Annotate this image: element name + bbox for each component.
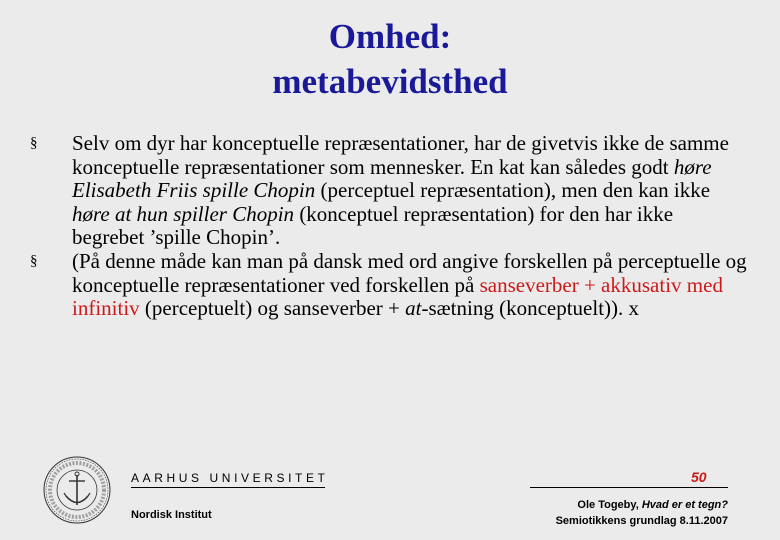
bullet-2-text-2: (perceptuelt) og sanseverber +	[139, 296, 406, 321]
bullet-marker-icon: §	[30, 135, 38, 151]
slide-title	[0, 14, 780, 104]
university-name: AARHUS UNIVERSITET	[131, 471, 329, 485]
title-line-2: metabevidsthed	[272, 62, 508, 101]
author-credit	[556, 497, 728, 529]
title-line-1: Omhed:	[328, 17, 452, 56]
university-seal-icon	[42, 455, 112, 525]
credit-work-title: Hvad er et tegn?	[641, 499, 728, 511]
bullet-2-emphasis: at	[405, 296, 422, 321]
institute-name: Nordisk Institut	[131, 509, 212, 521]
credit-author: Ole Togeby,	[577, 499, 642, 511]
bullet-1-emphasis-1: høre Elisabeth Friis spille Chopin	[72, 154, 712, 203]
page-number: 50	[691, 469, 707, 485]
bullet-1-emphasis-2: høre at hun spiller Chopin	[72, 201, 295, 226]
footer-divider-right	[530, 487, 728, 488]
bullet-marker-icon: §	[30, 252, 38, 269]
bullet-item-1	[30, 132, 750, 250]
bullet-1-text-2: (perceptuel repræsentation), men den kan ikke	[315, 178, 711, 203]
bullet-1-text-3: (konceptuel repræsentation) for den har ikke begrebet ’spille Chopin’.	[72, 201, 674, 250]
bullet-item-2	[30, 250, 750, 321]
credit-line-2: Semiotikkens grundlag 8.11.2007	[555, 515, 728, 527]
footer-divider-left	[131, 487, 325, 488]
bullet-1-text-1: Selv om dyr har konceptuelle repræsentationer, har de givetvis ikke de samme konceptuelle repræsentationer som mennesker. En kat kan således godt	[72, 131, 729, 179]
bullet-2-text-3: -sætning (konceptuelt)). x	[421, 296, 640, 321]
bullet-2-text-1: (På denne måde kan man på dansk med ord angive forskellen på perceptuelle og konceptuelle repræsentationer ved forskellen på	[72, 248, 747, 297]
bullet-list	[30, 132, 750, 321]
credit-line-1	[556, 497, 728, 513]
bullet-2-highlight: sanseverber + akkusativ med infinitiv	[72, 272, 723, 321]
